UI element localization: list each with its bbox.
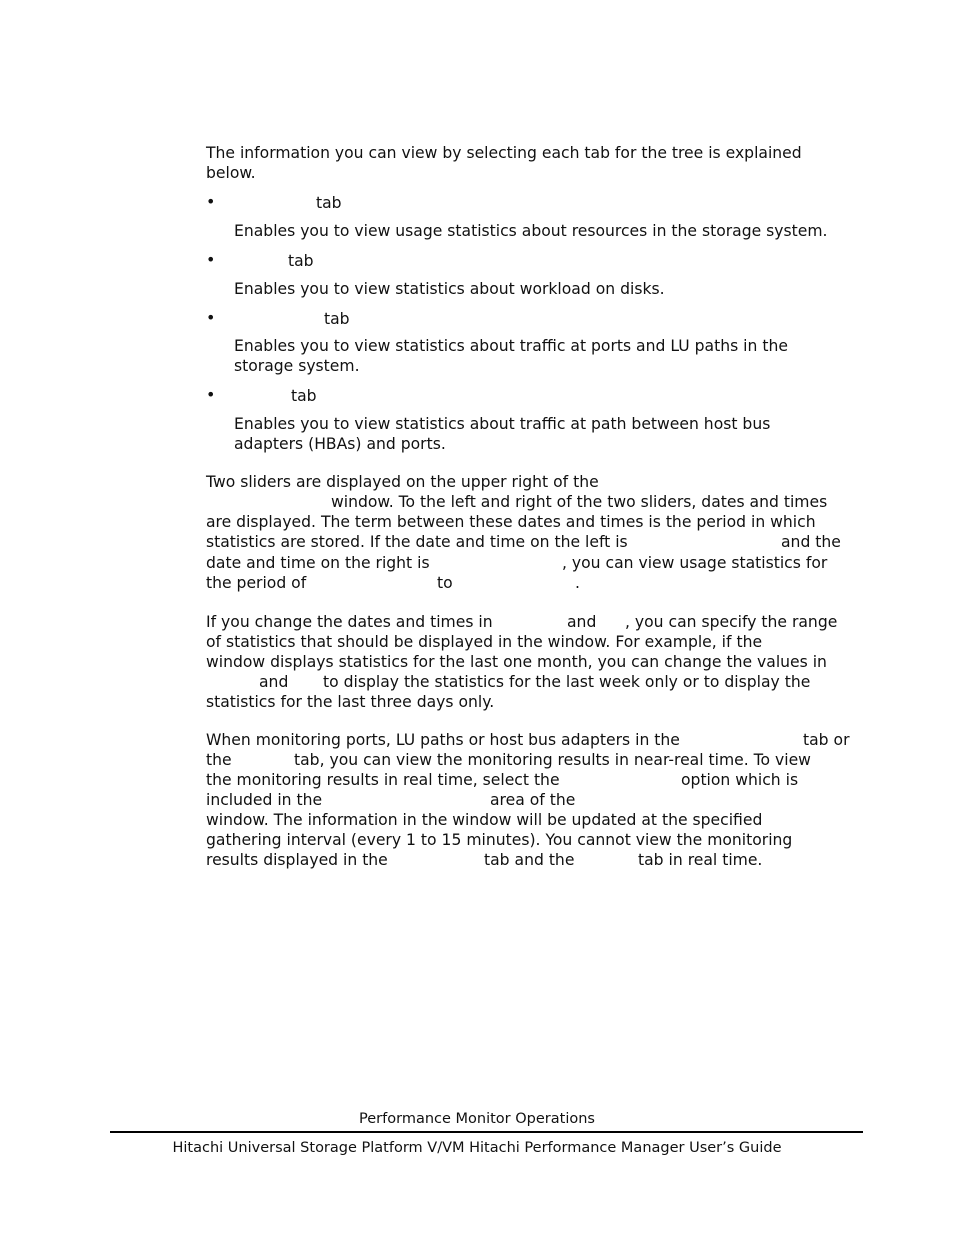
bullet-3-tab-label: tab bbox=[324, 310, 350, 328]
para3-line-7b: tab and the bbox=[484, 851, 575, 869]
bullet-3-desc-line-1: Enables you to view statistics about traffic at ports and LU paths in the bbox=[234, 337, 788, 355]
bullet-2-desc: Enables you to view statistics about workload on disks. bbox=[234, 280, 665, 298]
para2-line-1c: , you can specify the range bbox=[625, 613, 838, 631]
para3-line-2a: the bbox=[206, 751, 232, 769]
bullet-2-tab-label: tab bbox=[288, 252, 314, 270]
para1-line-5b: , you can view usage statistics for bbox=[562, 554, 828, 572]
bullet-3-desc-line-2: storage system. bbox=[234, 357, 360, 375]
para1-line-6c: . bbox=[575, 574, 580, 592]
bullet-1-desc: Enables you to view usage statistics about resources in the storage system. bbox=[234, 222, 828, 240]
bullet-1-tab-label: tab bbox=[316, 194, 342, 212]
para1-line-4b: and the bbox=[781, 533, 841, 551]
para2-line-4a: and bbox=[259, 673, 289, 691]
para1-line-5a: date and time on the right is bbox=[206, 554, 430, 572]
para3-line-1a: When monitoring ports, LU paths or host bus adapters in the bbox=[206, 731, 680, 749]
para2-line-1b: and bbox=[567, 613, 597, 631]
para1-line-1: Two sliders are displayed on the upper right of the bbox=[206, 473, 599, 491]
bullet-marker: • bbox=[206, 192, 216, 211]
para3-line-5: window. The information in the window will be updated at the specified bbox=[206, 811, 763, 829]
bullet-marker: • bbox=[206, 250, 216, 269]
para2-line-4b: to display the statistics for the last week only or to display the bbox=[323, 673, 811, 691]
bullet-4-tab-label: tab bbox=[291, 387, 317, 405]
para3-line-3a: the monitoring results in real time, select the bbox=[206, 771, 560, 789]
para3-line-7a: results displayed in the bbox=[206, 851, 388, 869]
footer-section-title: Performance Monitor Operations bbox=[359, 1111, 595, 1127]
para1-line-4a: statistics are stored. If the date and time on the left is bbox=[206, 533, 628, 551]
intro-line-2: below. bbox=[206, 164, 256, 182]
para3-line-6: gathering interval (every 1 to 15 minutes). You cannot view the monitoring bbox=[206, 831, 793, 849]
intro-line-1: The information you can view by selecting each tab for the tree is explained bbox=[206, 144, 802, 162]
para2-line-3: window displays statistics for the last one month, you can change the values in bbox=[206, 653, 827, 671]
para1-line-6b: to bbox=[437, 574, 453, 592]
para1-line-3: are displayed. The term between these dates and times is the period in which bbox=[206, 513, 816, 531]
para1-line-2: window. To the left and right of the two sliders, dates and times bbox=[331, 493, 828, 511]
para3-line-3b: option which is bbox=[681, 771, 799, 789]
bullet-4-desc-line-1: Enables you to view statistics about traffic at path between host bus bbox=[234, 415, 771, 433]
para1-line-6a: the period of bbox=[206, 574, 307, 592]
para3-line-1b: tab or bbox=[803, 731, 850, 749]
para3-line-4b: area of the bbox=[490, 791, 576, 809]
bullet-4-desc-line-2: adapters (HBAs) and ports. bbox=[234, 435, 446, 453]
para3-line-7c: tab in real time. bbox=[638, 851, 763, 869]
footer-guide-title: Hitachi Universal Storage Platform V/VM Hitachi Performance Manager User’s Guide bbox=[172, 1140, 782, 1156]
para2-line-2: of statistics that should be displayed in the window. For example, if the bbox=[206, 633, 763, 651]
para2-line-5: statistics for the last three days only. bbox=[206, 693, 495, 711]
footer-divider bbox=[110, 1131, 863, 1133]
bullet-marker: • bbox=[206, 385, 216, 404]
para3-line-4a: included in the bbox=[206, 791, 323, 809]
para2-line-1a: If you change the dates and times in bbox=[206, 613, 493, 631]
para3-line-2b: tab, you can view the monitoring results in near-real time. To view bbox=[294, 751, 811, 769]
bullet-marker: • bbox=[206, 308, 216, 327]
